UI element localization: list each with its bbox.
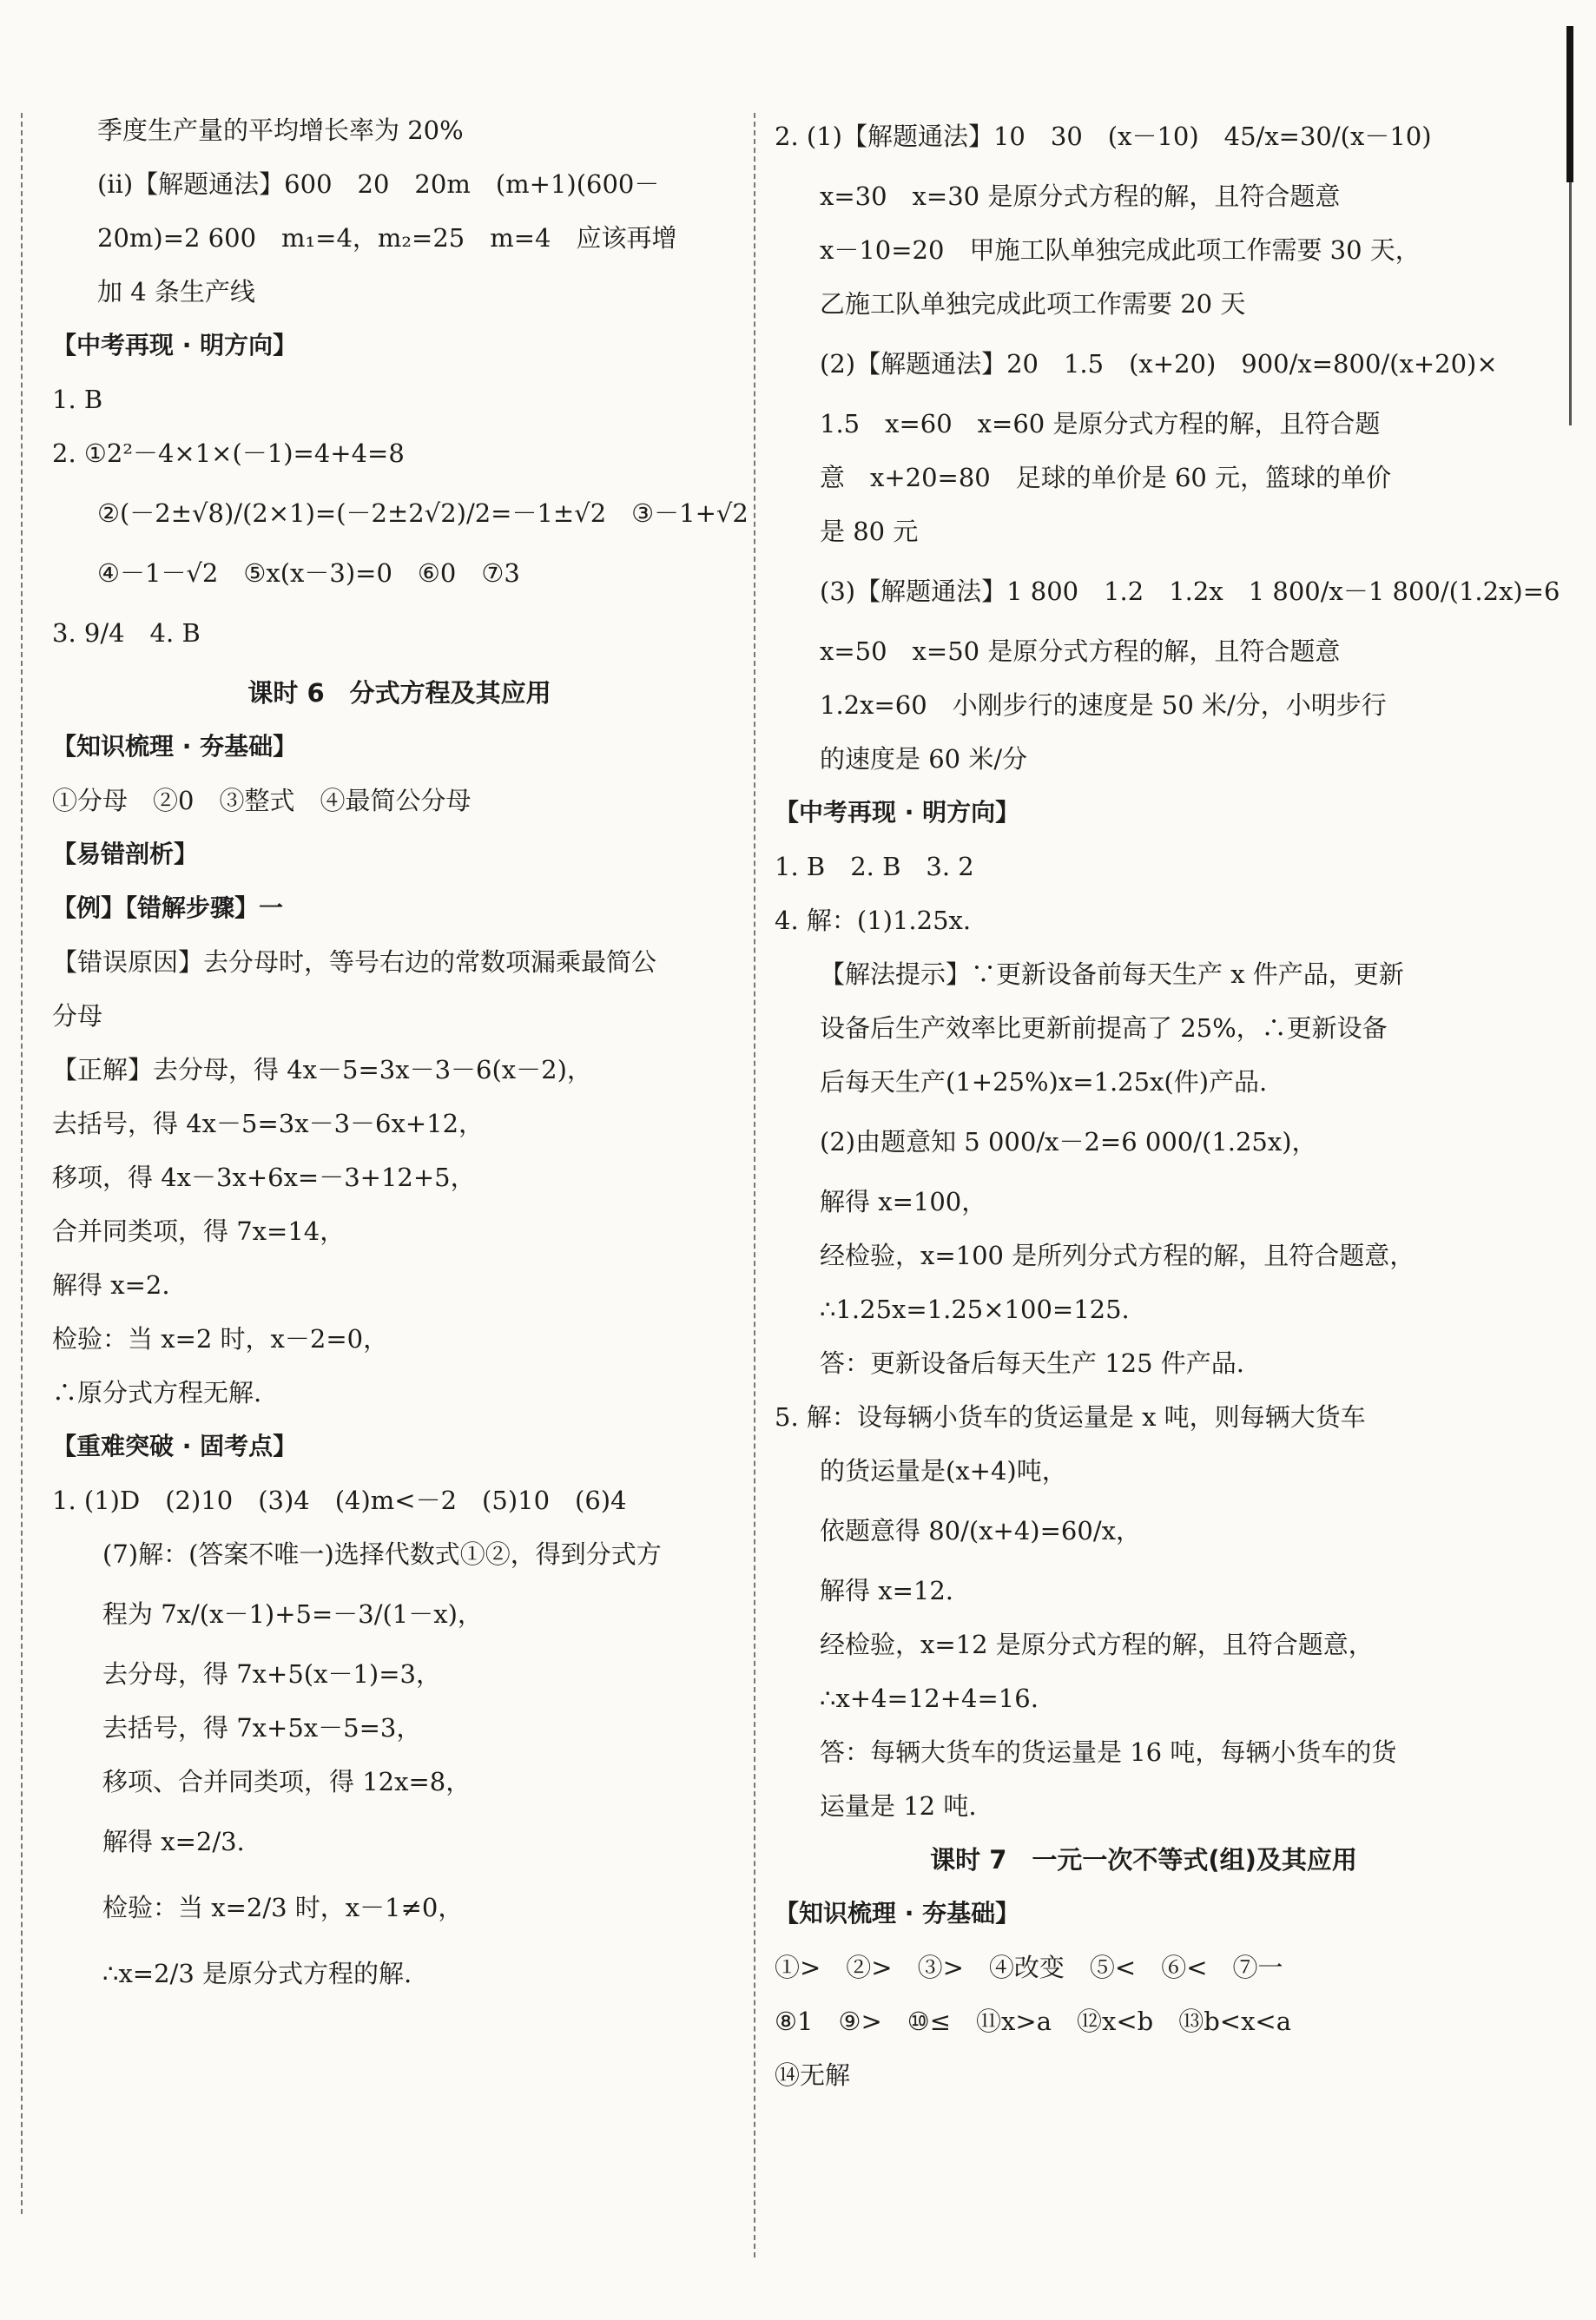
text-line: 解得 x=100， <box>820 1187 987 1216</box>
text-line: 经检验，x=100 是所列分式方程的解，且符合题意， <box>820 1241 1415 1270</box>
text-line: 【错误原因】去分母时，等号右边的常数项漏乘最简公 <box>52 947 657 977</box>
text-line: ∴x+4=12+4=16. <box>820 1684 1039 1713</box>
section-heading: 【中考再现 · 明方向】 <box>52 331 298 359</box>
text-line: 解得 x=12. <box>820 1576 953 1605</box>
formula-line: 程为 7x/(x－1)+5=－3/(1－x)， <box>102 1599 483 1629</box>
text-line: 季度生产量的平均增长率为 20% <box>97 115 464 145</box>
formula-line: 检验：当 x=2/3 时，x－1≠0， <box>102 1893 464 1922</box>
formula-line: (2)【解题通法】20 1.5 (x+20) 900/x=800/(x+20)× <box>820 349 1498 379</box>
text-line: 1. (1)D (2)10 (3)4 (4)m<－2 (5)10 (6)4 <box>52 1486 627 1515</box>
formula-line: (2)由题意知 5 000/x－2=6 000/(1.25x)， <box>820 1127 1317 1157</box>
text-line: ⑧1 ⑨> ⑩≤ ⑪x>a ⑫x<b ⑬b<x<a <box>775 2007 1292 2036</box>
text-line: 的货运量是(x+4)吨， <box>820 1456 1067 1486</box>
text-line: 解得 x=2. <box>52 1270 170 1300</box>
lesson-title: 课时 6 分式方程及其应用 <box>247 678 551 708</box>
section-heading: 【中考再现 · 明方向】 <box>775 798 1020 827</box>
formula-line: 3. 9/4 4. B <box>52 618 201 648</box>
text-line: 运量是 12 吨. <box>820 1791 977 1821</box>
text-line: 是 80 元 <box>820 517 919 546</box>
text-line: ④－1－√2 ⑤x(x－3)=0 ⑥0 ⑦3 <box>97 558 520 588</box>
text-line: ⑭无解 <box>775 2060 851 2090</box>
text-line: 分母 <box>52 1001 103 1031</box>
text-line: x=50 x=50 是原分式方程的解，且符合题意 <box>820 636 1341 666</box>
text-line: ∴1.25x=1.25×100=125. <box>820 1295 1130 1324</box>
text-line: (ⅱ)【解题通法】600 20 20m (m+1)(600－ <box>97 169 660 199</box>
text-line: 的速度是 60 米/分 <box>820 744 1028 774</box>
text-line: 【正解】去分母，得 4x－5=3x－3－6(x－2)， <box>52 1055 592 1084</box>
left-column <box>21 113 747 2214</box>
text-line: ①分母 ②0 ③整式 ④最简公分母 <box>52 786 472 815</box>
section-heading: 【知识梳理 · 夯基础】 <box>52 732 298 761</box>
text-line: ①> ②> ③> ④改变 ⑤< ⑥< ⑦一 <box>775 1953 1283 1982</box>
text-line: (7)解：(答案不唯一)选择代数式①②，得到分式方 <box>102 1539 662 1569</box>
text-line: 检验：当 x=2 时，x－2=0， <box>52 1324 389 1354</box>
formula-line: 依题意得 80/(x+4)=60/x， <box>820 1516 1141 1546</box>
section-heading: 【知识梳理 · 夯基础】 <box>775 1899 1020 1928</box>
text-line: 1.2x=60 小刚步行的速度是 50 米/分，小明步行 <box>820 690 1387 720</box>
text-line: 合并同类项，得 7x=14， <box>52 1216 346 1246</box>
text-line: 4. 解：(1)1.25x. <box>775 906 972 935</box>
formula-line: (3)【解题通法】1 800 1.2 1.2x 1 800/x－1 800/(1.2x)=6 <box>820 577 1560 606</box>
text-line: 加 4 条生产线 <box>97 277 255 306</box>
formula-line: ∴x=2/3 是原分式方程的解. <box>102 1959 412 1988</box>
section-heading: 【重难突破 · 固考点】 <box>52 1432 298 1460</box>
text-line: 【解法提示】∵更新设备前每天生产 x 件产品，更新 <box>820 959 1404 989</box>
page-edge-mark <box>1566 26 1573 182</box>
text-line: 2. ①2²－4×1×(－1)=4+4=8 <box>52 438 405 468</box>
text-line: 去括号，得 7x+5x－5=3， <box>102 1713 422 1743</box>
text-line: x－10=20 甲施工队单独完成此项工作需要 30 天， <box>820 235 1421 265</box>
page-edge-shadow <box>1569 182 1572 425</box>
formula-line: ②(－2±√8)/(2×1)=(－2±2√2)/2=－1±√2 ③－1+√2 <box>97 498 749 528</box>
text-line: 1. B <box>52 385 103 414</box>
text-line: 答：更新设备后每天生产 125 件产品. <box>820 1348 1245 1378</box>
text-line: 去分母，得 7x+5(x－1)=3， <box>102 1659 441 1689</box>
text-line: x=30 x=30 是原分式方程的解，且符合题意 <box>820 181 1341 211</box>
text-line: 意 x+20=80 足球的单价是 60 元，篮球的单价 <box>820 463 1392 492</box>
text-line: 设备后生产效率比更新前提高了 25%，∴更新设备 <box>820 1013 1388 1043</box>
text-line: 1. B 2. B 3. 2 <box>775 852 974 881</box>
formula-line: 解得 x=2/3. <box>102 1827 245 1856</box>
text-line: 乙施工队单独完成此项工作需要 20 天 <box>820 289 1246 319</box>
text-line: 经检验，x=12 是原分式方程的解，且符合题意， <box>820 1630 1374 1659</box>
text-line: 后每天生产(1+25%)x=1.25x(件)产品. <box>820 1067 1268 1097</box>
text-line: 1.5 x=60 x=60 是原分式方程的解，且符合题 <box>820 409 1381 438</box>
formula-line: 2. (1)【解题通法】10 30 (x－10) 45/x=30/(x－10) <box>775 122 1432 151</box>
section-heading: 【易错剖析】 <box>52 840 199 868</box>
text-line: 移项、合并同类项，得 12x=8， <box>102 1767 472 1796</box>
section-heading: 【例】【错解步骤】一 <box>52 893 284 922</box>
text-line: 答：每辆大货车的货运量是 16 吨，每辆小货车的货 <box>820 1737 1397 1767</box>
lesson-title: 课时 7 一元一次不等式(组)及其应用 <box>930 1845 1357 1875</box>
text-line: 移项，得 4x－3x+6x=－3+12+5， <box>52 1163 476 1192</box>
text-line: ∴原分式方程无解. <box>52 1378 262 1407</box>
text-line: 5. 解：设每辆小货车的货运量是 x 吨，则每辆大货车 <box>775 1402 1366 1432</box>
text-line: 去括号，得 4x－5=3x－3－6x+12， <box>52 1109 485 1138</box>
text-line: 20m)=2 600 m₁=4，m₂=25 m=4 应该再增 <box>97 223 677 253</box>
right-column <box>754 113 1560 2257</box>
